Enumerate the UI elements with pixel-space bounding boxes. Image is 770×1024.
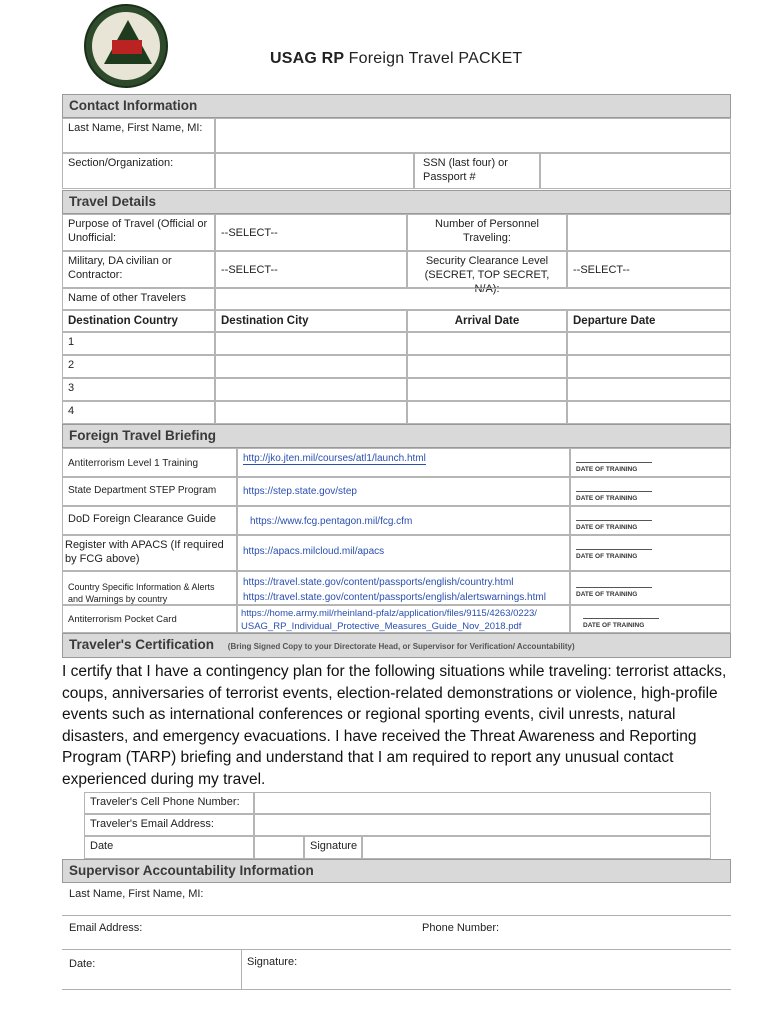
departure-date-field[interactable] bbox=[567, 332, 731, 355]
date-cell bbox=[570, 605, 731, 633]
personnel-label: Number of Personnel Traveling: bbox=[407, 214, 567, 251]
country-info-link[interactable]: https://travel.state.gov/content/passports/english/country.html bbox=[243, 577, 514, 588]
dest-city-field[interactable] bbox=[215, 355, 407, 378]
date-of-training-label[interactable]: DATE OF TRAINING bbox=[576, 462, 652, 474]
clearance-select[interactable]: --SELECT-- bbox=[567, 251, 731, 288]
dest-city-field[interactable] bbox=[215, 401, 407, 424]
status-label: Military, DA civilian or Contractor: bbox=[62, 251, 215, 288]
supervisor-name-line[interactable] bbox=[62, 915, 731, 916]
apacs-link[interactable]: https://apacs.milcloud.mil/apacs bbox=[243, 546, 385, 557]
arrival-date-field[interactable] bbox=[407, 378, 567, 401]
supervisor-phone-label: Phone Number: bbox=[422, 922, 500, 934]
briefing-link-cell bbox=[237, 506, 570, 535]
cell-phone-label: Traveler's Cell Phone Number: bbox=[84, 792, 254, 814]
personnel-field[interactable] bbox=[567, 214, 731, 251]
date-of-training-label[interactable]: DATE OF TRAINING bbox=[583, 618, 659, 630]
briefing-section-heading: Foreign Travel Briefing bbox=[62, 424, 731, 448]
supervisor-signature-line[interactable] bbox=[62, 989, 731, 990]
col-departure-date: Departure Date bbox=[567, 310, 731, 332]
signature-label: Signature bbox=[304, 836, 362, 859]
date-cell bbox=[570, 448, 731, 477]
date-cell bbox=[570, 535, 731, 571]
supervisor-name-label: Last Name, First Name, MI: bbox=[69, 888, 204, 900]
date-of-training-label[interactable]: DATE OF TRAINING bbox=[576, 491, 652, 503]
departure-date-field[interactable] bbox=[567, 378, 731, 401]
antiterrorism-training-link[interactable]: http://jko.jten.mil/courses/atl1/launch.html bbox=[243, 453, 426, 464]
purpose-label: Purpose of Travel (Official or Unofficial: bbox=[62, 214, 215, 251]
contact-section-heading: Contact Information bbox=[62, 94, 731, 118]
certification-statement: I certify that I have a contingency plan for the following situations while traveling: terrorist attacks, coups, anniversaries of terrorist events, election-related demonstrations or violence, high-profile events such as international conferences or regional sporting events, civil unrests, natural disasters, and emergency evacuations. I have received the Threat Awareness and Reporting Program (TARP) briefing and understand that I am required to report any unusual contact experienced during my travel. bbox=[62, 663, 727, 788]
dest-row-number: 1 bbox=[62, 332, 215, 355]
alerts-warnings-link[interactable]: https://travel.state.gov/content/passports/english/alertswarnings.html bbox=[243, 592, 546, 603]
dest-city-field[interactable] bbox=[215, 332, 407, 355]
ssn-field[interactable] bbox=[540, 153, 731, 189]
departure-date-field[interactable] bbox=[567, 355, 731, 378]
date-of-training-label[interactable]: DATE OF TRAINING bbox=[576, 549, 652, 561]
briefing-link-cell bbox=[237, 448, 570, 477]
briefing-link-cell bbox=[237, 477, 570, 506]
col-destination-city: Destination City bbox=[215, 310, 407, 332]
briefing-link-cell bbox=[237, 535, 570, 571]
clearance-label: Security Clearance Level (SECRET, TOP SECRET, N/A): bbox=[407, 251, 567, 288]
dest-row-number: 3 bbox=[62, 378, 215, 401]
briefing-item-label: Antiterrorism Pocket Card bbox=[62, 605, 237, 633]
date-label: Date bbox=[84, 836, 254, 859]
col-destination-country: Destination Country bbox=[62, 310, 215, 332]
pocket-card-link[interactable]: https://home.army.mil/rheinland-pfalz/application/files/9115/4263/0223/ bbox=[241, 608, 537, 619]
foreign-clearance-guide-link[interactable]: https://www.fcg.pentagon.mil/fcg.cfm bbox=[250, 516, 413, 527]
supervisor-date-label: Date: bbox=[69, 958, 96, 970]
col-arrival-date: Arrival Date bbox=[407, 310, 567, 332]
status-select[interactable]: --SELECT-- bbox=[215, 251, 407, 288]
supervisor-email-line[interactable] bbox=[62, 949, 731, 950]
briefing-item-label: DoD Foreign Clearance Guide bbox=[62, 506, 237, 535]
date-cell bbox=[570, 506, 731, 535]
name-label: Last Name, First Name, MI: bbox=[62, 118, 215, 153]
other-travelers-label: Name of other Travelers bbox=[62, 288, 215, 310]
section-label: Section/Organization: bbox=[62, 153, 215, 189]
arrival-date-field[interactable] bbox=[407, 355, 567, 378]
step-program-link[interactable]: https://step.state.gov/step bbox=[243, 486, 357, 497]
certification-section-heading: Traveler's Certification (Bring Signed Copy to your Directorate Head, or Supervisor for Verification/ Accountability) bbox=[62, 633, 731, 658]
email-label: Traveler's Email Address: bbox=[84, 814, 254, 836]
other-travelers-field[interactable] bbox=[215, 288, 731, 310]
briefing-item-label: State Department STEP Program bbox=[62, 477, 237, 506]
army-seal-logo bbox=[84, 4, 168, 88]
date-of-training-label[interactable]: DATE OF TRAINING bbox=[576, 520, 652, 532]
dest-row-number: 2 bbox=[62, 355, 215, 378]
certification-note: (Bring Signed Copy to your Directorate Head, or Supervisor for Verification/ Accountability) bbox=[227, 642, 575, 651]
briefing-item-label: Register with APACS (If required by FCG above) bbox=[62, 535, 237, 571]
briefing-item-label: Country Specific Information & Alerts and Warnings by country bbox=[62, 571, 237, 605]
supervisor-email-label: Email Address: bbox=[69, 922, 143, 934]
section-field[interactable] bbox=[215, 153, 414, 189]
briefing-link-cell bbox=[237, 571, 570, 605]
date-cell bbox=[570, 571, 731, 605]
arrival-date-field[interactable] bbox=[407, 401, 567, 424]
purpose-select[interactable]: --SELECT-- bbox=[215, 214, 407, 251]
dest-row-number: 4 bbox=[62, 401, 215, 424]
cell-phone-field[interactable] bbox=[254, 792, 711, 814]
arrival-date-field[interactable] bbox=[407, 332, 567, 355]
travel-section-heading: Travel Details bbox=[62, 190, 731, 214]
pocket-card-link-continued[interactable]: USAG_RP_Individual_Protective_Measures_Guide_Nov_2018.pdf bbox=[241, 621, 522, 632]
briefing-item-label: Antiterrorism Level 1 Training bbox=[62, 448, 237, 477]
supervisor-divider bbox=[241, 950, 242, 990]
date-cell bbox=[570, 477, 731, 506]
date-of-training-label[interactable]: DATE OF TRAINING bbox=[576, 587, 652, 599]
date-field[interactable] bbox=[254, 836, 304, 859]
signature-field[interactable] bbox=[362, 836, 711, 859]
ssn-label: SSN (last four) or Passport # bbox=[414, 153, 540, 189]
email-field[interactable] bbox=[254, 814, 711, 836]
departure-date-field[interactable] bbox=[567, 401, 731, 424]
supervisor-section-heading: Supervisor Accountability Information bbox=[62, 859, 731, 883]
page-title: USAG RP Foreign Travel PACKET bbox=[270, 50, 523, 67]
dest-city-field[interactable] bbox=[215, 378, 407, 401]
briefing-link-cell bbox=[237, 605, 570, 633]
name-field[interactable] bbox=[215, 118, 731, 153]
supervisor-signature-label: Signature: bbox=[247, 956, 298, 968]
